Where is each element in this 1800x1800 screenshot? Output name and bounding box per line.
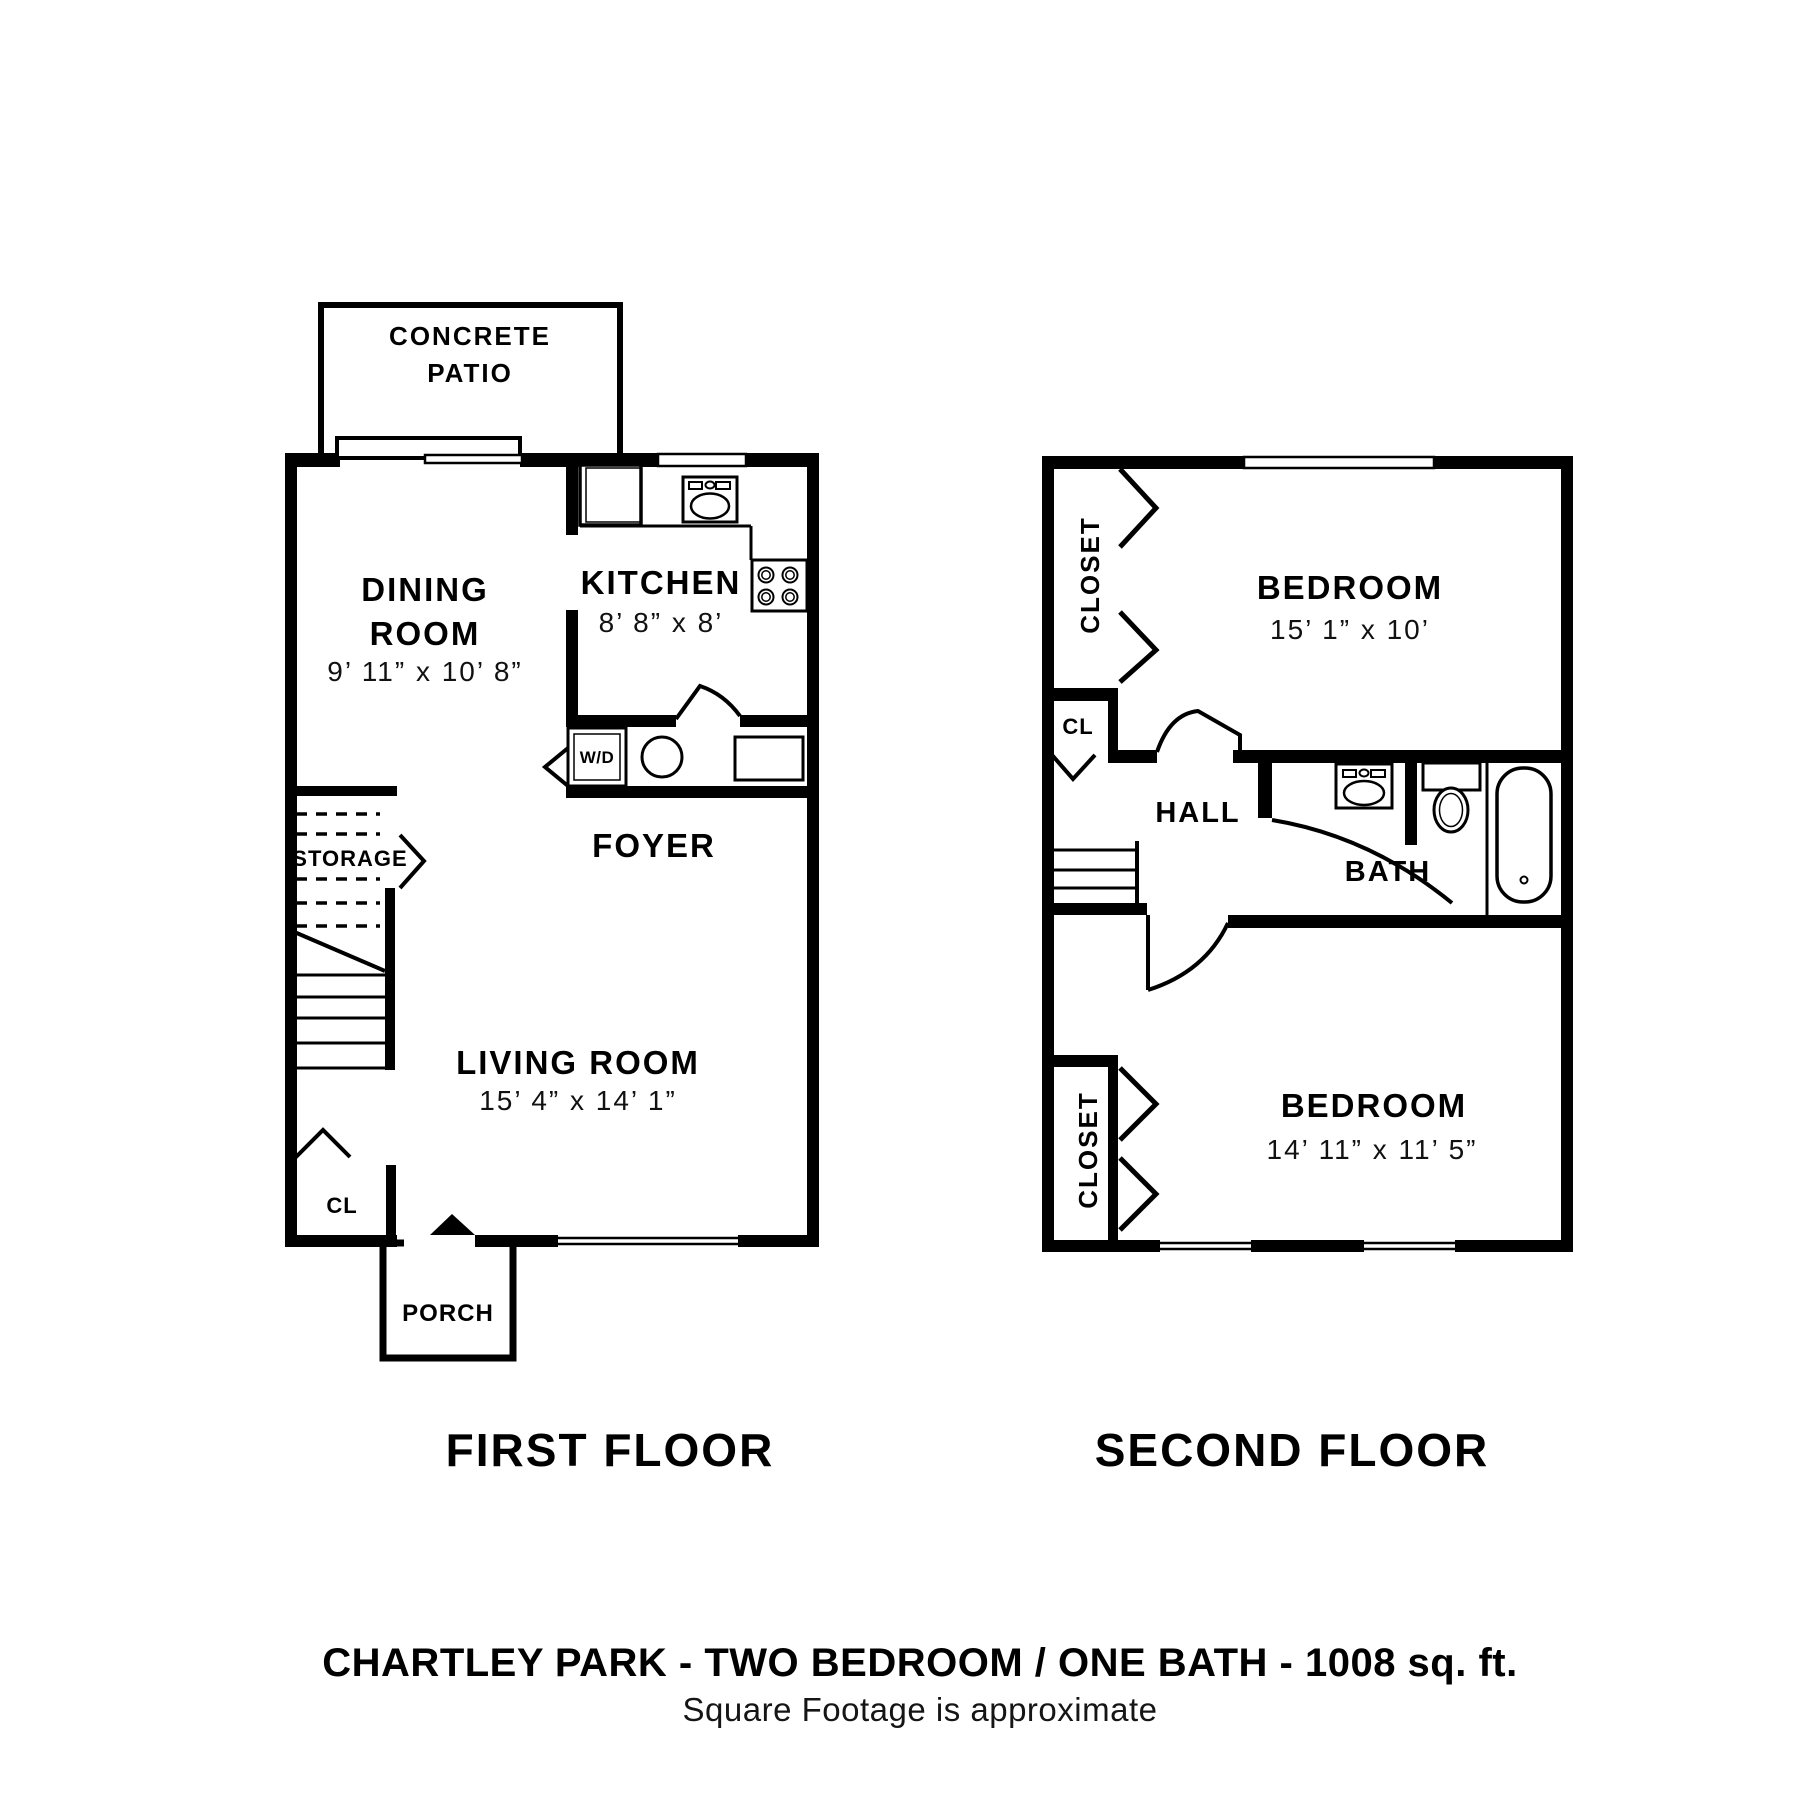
bath-vanity-sink-icon	[1336, 764, 1392, 808]
bottom-closet-label: CLOSET	[1073, 1091, 1103, 1209]
bedroom1-south-wall-left	[1108, 750, 1157, 763]
bathtub-icon	[1497, 768, 1551, 902]
bath-label: BATH	[1344, 856, 1432, 888]
wd-label: W/D	[579, 748, 615, 767]
foyer-label: FOYER	[592, 827, 716, 864]
closet-door-chevron	[295, 1130, 350, 1158]
wall-top2-seg1	[1042, 456, 1244, 469]
living-room-dims: 15’ 4” x 14’ 1”	[479, 1085, 677, 1116]
kitchen-dims: 8’ 8” x 8’	[598, 607, 724, 638]
dining-room-label-line2: ROOM	[369, 615, 481, 652]
laundry-counter-icon	[735, 737, 803, 780]
kitchen-window	[658, 454, 746, 466]
dining-room-label-line1: DINING	[361, 571, 489, 608]
patio-wall-top	[318, 302, 623, 308]
patio-wall-right	[617, 302, 623, 455]
top-closet-bifold-1	[1120, 469, 1156, 547]
first-floor-plan	[285, 302, 819, 1476]
bedroom2-window-left	[1160, 1240, 1251, 1252]
top-closet-label: CLOSET	[1075, 516, 1105, 634]
wall-bottom-seg3	[738, 1235, 819, 1247]
kitchen-wall-upper	[566, 462, 578, 535]
wd-door-chevron	[545, 748, 568, 786]
kitchen-wall-lower	[566, 610, 578, 720]
bottom-closet-north-wall	[1042, 1055, 1118, 1067]
bottom-closet-east-wall	[1108, 1055, 1118, 1242]
wall-right	[807, 453, 819, 1247]
patio-wall-left	[318, 302, 324, 455]
plan-subtitle: Square Footage is approximate	[682, 1691, 1158, 1728]
first-floor-cl-label: CL	[326, 1193, 358, 1218]
bedroom1-label: BEDROOM	[1256, 569, 1444, 606]
top-closet-south-wall	[1042, 688, 1118, 701]
bedroom1-dims: 15’ 1” x 10’	[1270, 614, 1430, 645]
staircase-second-floor	[1052, 841, 1139, 903]
bath-west-wall	[1258, 763, 1272, 818]
front-door-swing	[430, 1214, 475, 1235]
laundry-tub-icon	[642, 737, 682, 777]
bedroom2-label: BEDROOM	[1280, 1087, 1468, 1124]
kitchen-label: KITCHEN	[580, 564, 742, 601]
stair-east-wall	[385, 888, 395, 1070]
wall-bottom2-seg3	[1455, 1240, 1573, 1252]
second-floor-caption: SECOND FLOOR	[1094, 1424, 1490, 1476]
wall-bottom2-seg2	[1251, 1240, 1364, 1252]
staircase	[292, 931, 385, 1068]
living-room-label: LIVING ROOM	[456, 1044, 700, 1081]
bottom-closet-bifold-2	[1120, 1158, 1156, 1230]
bath-divider-wall	[1405, 763, 1417, 845]
refrigerator-icon	[580, 465, 641, 525]
wall-right-2	[1561, 456, 1573, 1252]
top-closet-bifold-2	[1120, 612, 1156, 682]
footer	[322, 1641, 1517, 1728]
bedroom2-door-arc	[1148, 923, 1228, 990]
cl-door-chevron	[1052, 755, 1095, 779]
bottom-closet-bifold-1	[1120, 1068, 1156, 1140]
plan-title: CHARTLEY PARK - TWO BEDROOM / ONE BATH - 1008 sq. ft.	[322, 1641, 1518, 1685]
wall-top-seg3	[746, 453, 819, 467]
kitchen-door-arc	[676, 686, 740, 719]
foyer-north-wall	[566, 786, 810, 798]
stove-icon	[752, 560, 807, 611]
bedroom2-north-wall	[1228, 915, 1573, 928]
bedroom2-window-right	[1364, 1240, 1455, 1252]
living-room-window	[558, 1235, 738, 1247]
toilet-icon	[1423, 763, 1480, 832]
bedroom1-door-arc	[1157, 711, 1240, 752]
storage-north-wall	[292, 786, 397, 796]
patio-label-line2: PATIO	[427, 358, 513, 388]
sliding-door	[337, 438, 522, 463]
first-floor-caption: FIRST FLOOR	[445, 1424, 775, 1476]
wall-top2-seg2	[1434, 456, 1573, 469]
storage-label: STORAGE	[292, 846, 408, 871]
dining-room-dims: 9’ 11” x 10’ 8”	[327, 656, 523, 687]
second-floor-cl-label: CL	[1062, 714, 1094, 739]
wall-left-2	[1042, 456, 1054, 1252]
wall-bottom2-seg1	[1042, 1240, 1160, 1252]
kitchen-south-wall-left	[566, 715, 676, 727]
closet-east-wall	[386, 1165, 396, 1240]
bedroom2-dims: 14’ 11” x 11’ 5”	[1266, 1134, 1478, 1165]
patio-label-line1: CONCRETE	[389, 321, 551, 351]
stair-south-wall	[1050, 903, 1147, 915]
cl-east-wall	[1108, 688, 1118, 753]
kitchen-sink-icon	[683, 477, 737, 522]
bedroom1-south-wall-right	[1233, 750, 1573, 763]
wall-top-seg1	[285, 453, 340, 467]
porch-label: PORCH	[402, 1300, 494, 1327]
bedroom1-window	[1244, 457, 1434, 468]
kitchen-south-wall-right	[740, 715, 819, 727]
second-floor-plan	[1042, 456, 1573, 1476]
hall-label: HALL	[1155, 797, 1241, 829]
